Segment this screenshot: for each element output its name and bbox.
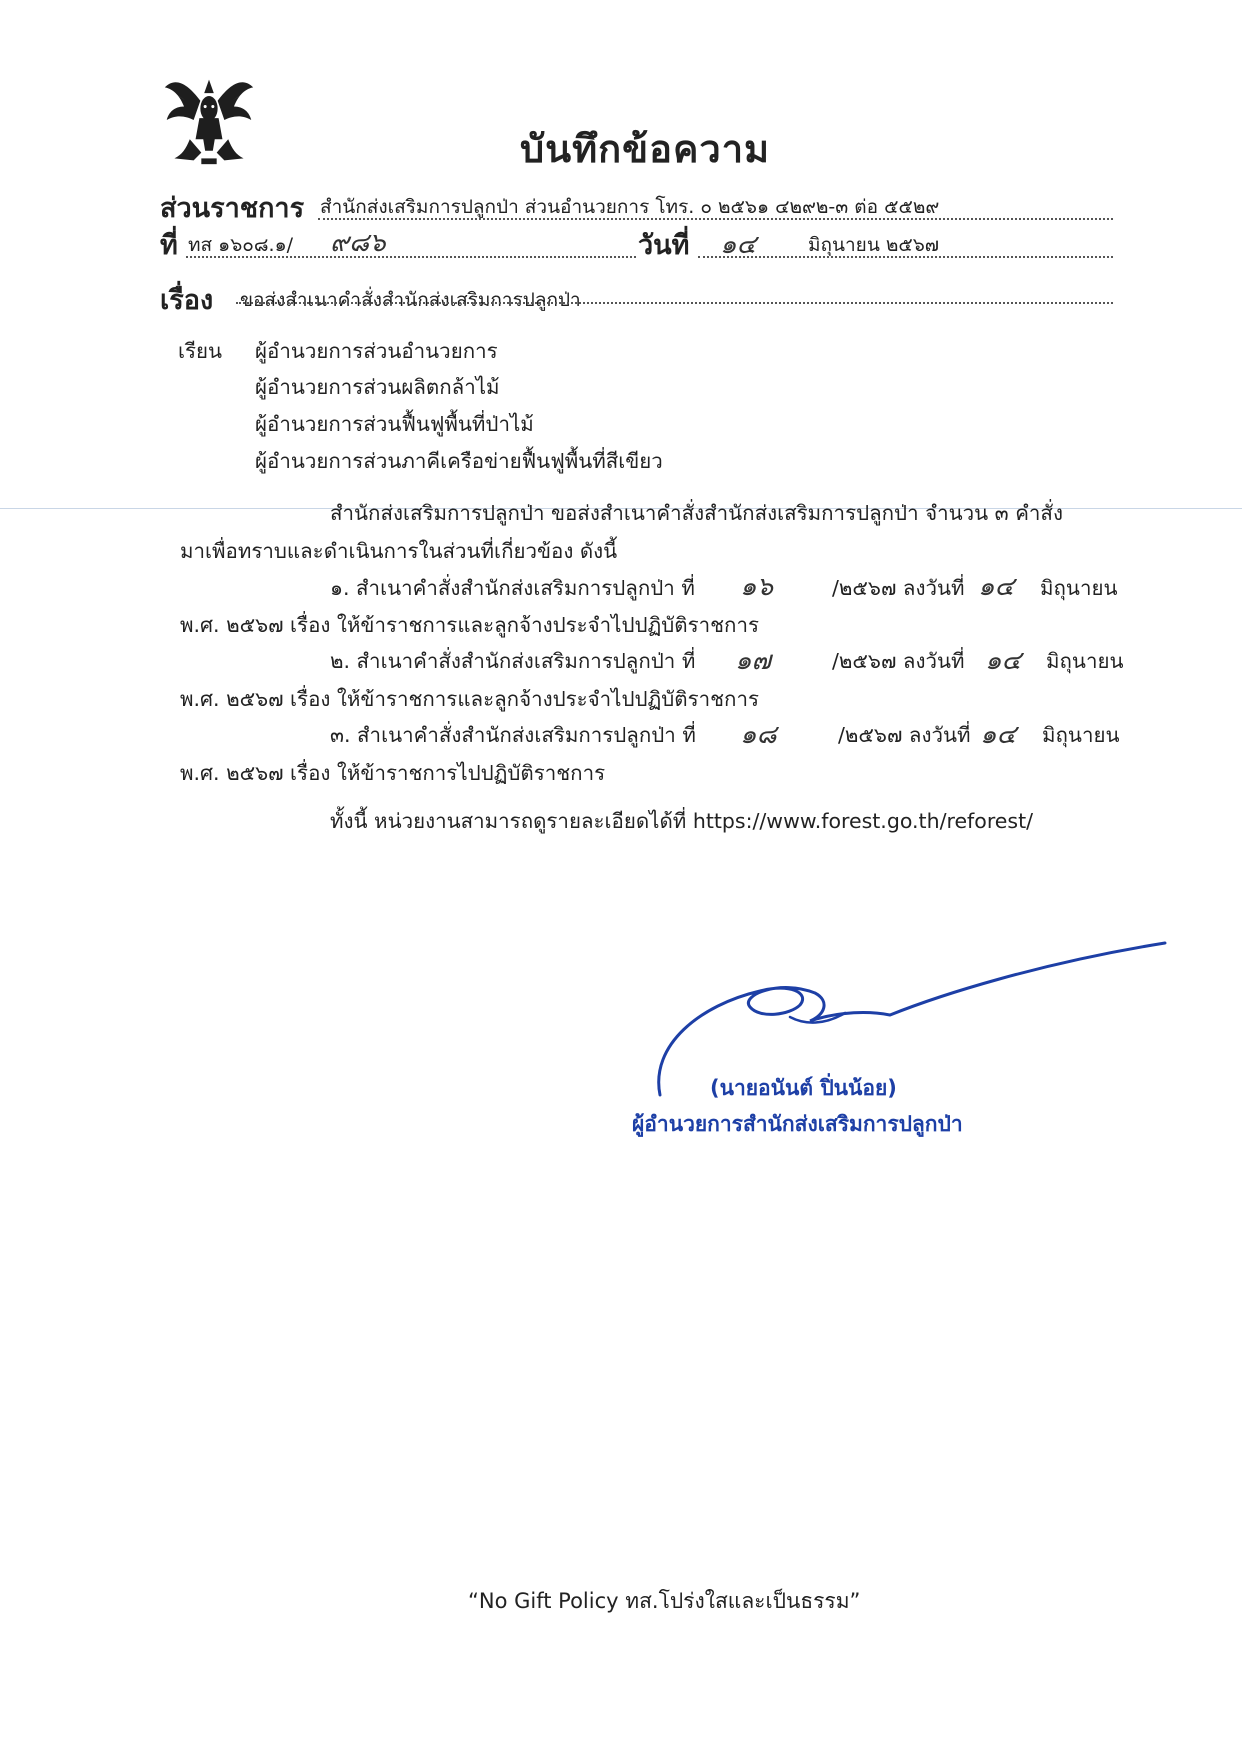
item-3-number-handwritten: ๑๘ <box>740 720 777 750</box>
item-3-line2: พ.ศ. ๒๕๖๗ เรื่อง ให้ข้าราชการไปปฏิบัติราชการ <box>180 761 606 785</box>
signatory-position: ผู้อำนวยการสำนักส่งเสริมการปลูกป่า <box>632 1112 963 1136</box>
item-1-month: มิถุนายน <box>1040 576 1118 600</box>
signatory-name: (นายอนันต์ ปิ่นน้อย) <box>710 1076 897 1100</box>
recipient-3: ผู้อำนวยการส่วนฟื้นฟูพื้นที่ป่าไม้ <box>255 412 534 436</box>
date-label: วันที่ <box>638 230 690 261</box>
ref-value: ทส ๑๖๐๘.๑/ <box>188 234 294 256</box>
recipient-4: ผู้อำนวยการส่วนภาคีเครือข่ายฟื้นฟูพื้นที่สีเขียว <box>255 449 663 473</box>
agency-dotted-line <box>318 218 1113 220</box>
item-1-line2: พ.ศ. ๒๕๖๗ เรื่อง ให้ข้าราชการและลูกจ้างประจำไปปฏิบัติราชการ <box>180 613 759 637</box>
item-2-number-handwritten: ๑๗ <box>735 646 772 676</box>
item-1-year: /๒๕๖๗ ลงวันที่ <box>832 576 965 600</box>
footer-slogan: “No Gift Policy ทส.โปร่งใสและเป็นธรรม” <box>468 1589 861 1613</box>
item-2-year: /๒๕๖๗ ลงวันที่ <box>832 649 965 673</box>
item-2-line2: พ.ศ. ๒๕๖๗ เรื่อง ให้ข้าราชการและลูกจ้างประจำไปปฏิบัติราชการ <box>180 687 759 711</box>
item-3-day-handwritten: ๑๔ <box>980 720 1017 750</box>
subject-label: เรื่อง <box>160 285 214 316</box>
item-3-month: มิถุนายน <box>1042 723 1120 747</box>
garuda-emblem-icon <box>160 72 258 168</box>
item-2-month: มิถุนายน <box>1046 649 1124 673</box>
item-2-day-handwritten: ๑๔ <box>985 646 1022 676</box>
subject-dotted-line <box>236 302 1113 304</box>
agency-label: ส่วนราชการ <box>160 193 305 224</box>
ref-label: ที่ <box>160 230 178 261</box>
date-day-handwritten: ๑๔ <box>720 230 757 260</box>
recipient-1: ผู้อำนวยการส่วนอำนวยการ <box>255 339 498 363</box>
date-value: มิถุนายน ๒๕๖๗ <box>808 234 940 256</box>
item-2-prefix: ๒. สำเนาคำสั่งสำนักส่งเสริมการปลูกป่า ที่ <box>330 649 696 673</box>
item-3-year: /๒๕๖๗ ลงวันที่ <box>838 723 971 747</box>
date-dotted-line <box>698 256 1113 258</box>
body-closing: ทั้งนี้ หน่วยงานสามารถดูรายละเอียดได้ที่ https://www.forest.go.th/reforest/ <box>330 809 1034 833</box>
ref-number-handwritten: ๙๘๖ <box>330 228 386 258</box>
ref-dotted-line <box>186 256 636 258</box>
subject-value: ขอส่งสำเนาคำสั่งสำนักส่งเสริมการปลูกป่า <box>240 289 581 311</box>
recipient-2: ผู้อำนวยการส่วนผลิตกล้าไม้ <box>255 375 500 399</box>
salutation-label: เรียน <box>178 339 223 363</box>
item-3-prefix: ๓. สำเนาคำสั่งสำนักส่งเสริมการปลูกป่า ที่ <box>330 723 696 747</box>
item-1-day-handwritten: ๑๔ <box>978 572 1015 602</box>
item-1-number-handwritten: ๑๖ <box>740 572 774 602</box>
body-intro-line2: มาเพื่อทราบและดำเนินการในส่วนที่เกี่ยวข้อง ดังนี้ <box>180 539 618 563</box>
agency-value: สำนักส่งเสริมการปลูกป่า ส่วนอำนวยการ โทร. ๐ ๒๕๖๑ ๔๒๙๒-๓ ต่อ ๕๕๒๙ <box>320 196 940 218</box>
item-1-prefix: ๑. สำเนาคำสั่งสำนักส่งเสริมการปลูกป่า ที่ <box>330 576 695 600</box>
body-intro-line1: สำนักส่งเสริมการปลูกป่า ขอส่งสำเนาคำสั่งสำนักส่งเสริมการปลูกป่า จำนวน ๓ คำสั่ง <box>330 501 1063 525</box>
memo-title: บันทึกข้อความ <box>520 127 771 171</box>
